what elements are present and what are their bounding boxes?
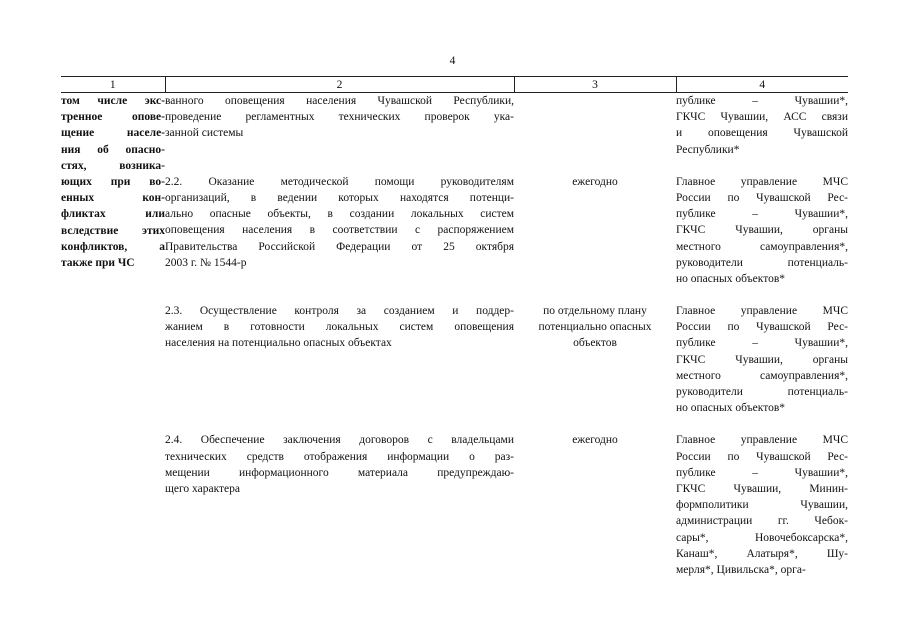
timing-cell xyxy=(514,416,676,578)
text-line: публике – Чувашии*, xyxy=(676,95,848,107)
text-line: ванного оповещения населения Чувашской Республики, xyxy=(165,95,514,107)
page-number: 4 xyxy=(449,55,456,67)
responsible-cell xyxy=(676,416,848,578)
text-line: местного самоуправления*, xyxy=(676,240,848,253)
section-title-text xyxy=(61,93,165,271)
table-row xyxy=(61,93,848,158)
table-header-row xyxy=(61,77,848,93)
text-line: и оповещения Чувашской xyxy=(676,127,848,140)
text-line: публике – Чувашии*, xyxy=(676,208,848,221)
text-line: мещении информационного материала предупреждаю- xyxy=(165,466,514,479)
column-header-2: 2 xyxy=(165,77,514,93)
text-line: Канаш*, Алатыря*, Шу- xyxy=(676,547,848,560)
text-line: мерля*, Цивильска*, орга- xyxy=(676,563,806,576)
text-line: фликтах или xyxy=(61,208,165,221)
text-line: ГКЧС Чувашии, органы xyxy=(676,353,848,366)
text-line: оповещения населения в соответствии с распоряжением xyxy=(165,224,514,237)
text-line: щего характера xyxy=(165,482,240,495)
measure-cell xyxy=(165,287,514,416)
text-line: России по Чувашской Рес- xyxy=(676,191,848,204)
text-line: стях, возника- xyxy=(61,159,165,172)
text-line: занной системы xyxy=(165,127,244,140)
text-line: Главное управление МЧС xyxy=(676,434,848,447)
text-line: ГКЧС Чувашии, АСС связи xyxy=(676,111,848,124)
text-line: местного самоуправления*, xyxy=(676,369,848,382)
table-row xyxy=(61,158,848,287)
text-line: населения на потенциально опасных объектах xyxy=(165,337,392,350)
text-line: формполитики Чувашии, xyxy=(676,499,848,512)
text-line: том числе экс- xyxy=(61,95,165,107)
text-line: сары*, Новочебоксарска*, xyxy=(676,531,848,544)
text-line: жанием в готовности локальных систем оповещения xyxy=(165,321,514,334)
text-line: тренное опове- xyxy=(61,111,165,124)
text-line: ежегодно xyxy=(572,175,618,188)
text-line: Республики* xyxy=(676,143,740,156)
table-row xyxy=(61,416,848,578)
section-title-cell xyxy=(61,93,165,579)
text-line: организаций, в ведении которых находятся потенци- xyxy=(165,191,514,204)
text-line: объектов xyxy=(573,337,617,350)
text-line: енных кон- xyxy=(61,192,165,205)
text-line: щение населе- xyxy=(61,127,165,140)
text-line: 2.4. Обеспечение заключения договоров с владельцами xyxy=(165,434,514,447)
text-line: ния об опасно- xyxy=(61,143,165,156)
text-line: но опасных объектов* xyxy=(676,272,786,285)
text-line: Главное управление МЧС xyxy=(676,305,848,318)
text-line: ГКЧС Чувашии, Минин- xyxy=(676,482,848,495)
text-line: потенциально опасных xyxy=(538,321,652,334)
text-line: 2.2. Оказание методической помощи руководителям xyxy=(165,175,514,188)
text-line: руководители потенциаль- xyxy=(676,256,848,269)
text-line: администрации гг. Чебок- xyxy=(676,515,848,528)
text-line: руководители потенциаль- xyxy=(676,386,848,398)
text-line: технических средств отображения информации о раз- xyxy=(165,450,514,463)
text-line: России по Чувашской Рес- xyxy=(676,450,848,463)
column-header-3: 3 xyxy=(514,77,676,93)
measure-cell xyxy=(165,93,514,158)
text-line: ГКЧС Чувашии, органы xyxy=(676,224,848,237)
text-line: ально опасные объекты, в создании локальных систем xyxy=(165,208,514,221)
measure-cell xyxy=(165,158,514,287)
text-line: 2003 г. № 1544-р xyxy=(165,256,247,269)
text-line: вследствие этих xyxy=(61,224,165,237)
text-line: Правительства Российской Федерации от 25 октября xyxy=(165,240,514,253)
text-line: но опасных объектов* xyxy=(676,402,786,415)
responsible-cell xyxy=(676,93,848,158)
text-line: публике – Чувашии*, xyxy=(676,337,848,350)
timing-cell xyxy=(514,287,676,416)
text-line: по отдельному плану xyxy=(543,305,647,318)
text-line: проведение регламентных технических проверок ука- xyxy=(165,111,514,124)
measure-cell xyxy=(165,416,514,578)
responsible-cell xyxy=(676,158,848,287)
timing-cell xyxy=(514,158,676,287)
text-line: ежегодно xyxy=(572,434,618,447)
column-header-1: 1 xyxy=(61,77,165,93)
text-line: также при ЧС xyxy=(61,256,135,269)
text-line: Главное управление МЧС xyxy=(676,175,848,188)
table-row xyxy=(61,287,848,416)
text-line: ющих при во- xyxy=(61,175,165,188)
timing-cell xyxy=(514,93,676,158)
text-line: России по Чувашской Рес- xyxy=(676,321,848,334)
text-line: конфликтов, а xyxy=(61,240,165,253)
measures-table xyxy=(61,76,848,578)
text-line: публике – Чувашии*, xyxy=(676,466,848,479)
text-line: 2.3. Осуществление контроля за созданием и поддер- xyxy=(165,305,514,318)
responsible-cell xyxy=(676,287,848,416)
column-header-4: 4 xyxy=(676,77,848,93)
